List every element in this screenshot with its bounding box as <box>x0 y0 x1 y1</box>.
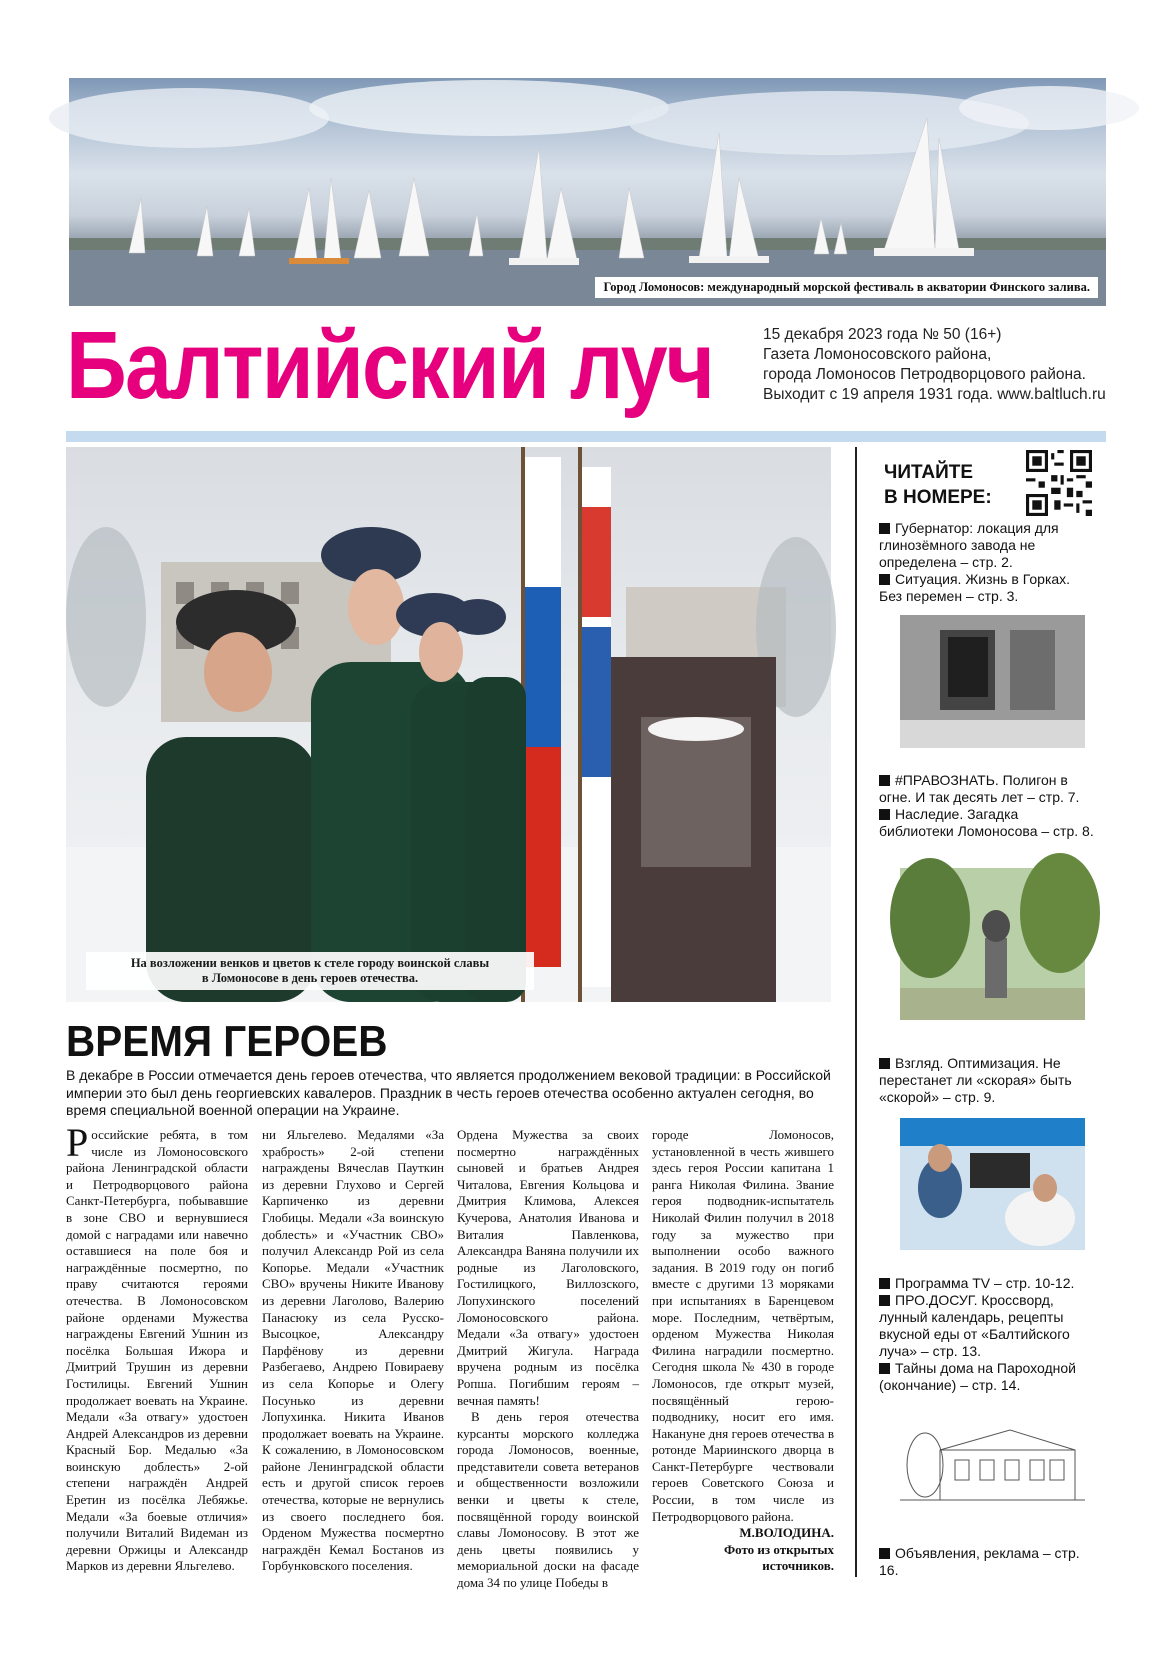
toc-group <box>879 772 1094 840</box>
sidebar-photo-ambulance-training <box>900 1118 1085 1250</box>
banner-caption: Город Ломоносов: международный морской фестиваль в акватории Финского залива. <box>595 277 1098 298</box>
sidebar-title-line: ЧИТАЙТЕ <box>884 462 974 483</box>
article-headline: ВРЕМЯ ГЕРОЕВ <box>66 1017 388 1066</box>
toc-item-label: Губернатор: локация для глинозёмного завода не определена – стр. 2. <box>879 520 1059 570</box>
checkbox-square-icon <box>879 1363 890 1374</box>
header-divider <box>66 431 1106 442</box>
column-text: оссийские ребята, в том числе из Ломоносовского района Ленинградской области и Петродворцового района Санкт-Петербурга, побывавшие в зоне СВО и вернувшиеся домой с наградами или навечно оставшиеся на поле боя и награждённые посмертно, по праву считаются героями отечества. В Ломоносовском районе орденами Мужества награждены Евгений Ушнин из посёлка Большая Ижора и Дмитрий Трушин из деревни Гостилицы. Евгений Ушнин продолжает воевать на Украине. Медали «За отвагу» удостоен Андрей Александров из деревни Красный Бор. Медалью «За воинскую доблесть» 2-ой степени награждён Андрей Еретин из посёлка Лебяжье. Медали «За боевые отличия» получили Виталий Видеман из деревни Оржицы и Александр Марков из деревни Яльгелево. <box>66 1127 248 1574</box>
toc-group <box>879 1545 1094 1579</box>
monument-park-illustration <box>900 868 1085 1020</box>
toc-item[interactable] <box>879 1360 1094 1394</box>
sailboats-illustration <box>69 78 1106 306</box>
sidebar-title-line: В НОМЕРЕ: <box>884 487 992 508</box>
toc-group <box>879 1275 1094 1394</box>
main-photo <box>66 447 831 1002</box>
sidebar-photo-lomonosov-monument <box>900 868 1085 1020</box>
issue-info-line: Выходит с 19 апреля 1931 года. www.baltluch.ru <box>763 386 1106 403</box>
banner-photo <box>69 78 1106 306</box>
ruined-building-illustration <box>900 615 1085 748</box>
checkbox-square-icon <box>879 809 890 820</box>
toc-item-label: Объявления, реклама – стр. 16. <box>879 1545 1080 1578</box>
checkbox-square-icon <box>879 1548 890 1559</box>
qr-code-icon <box>1026 450 1092 516</box>
toc-item[interactable] <box>879 1545 1094 1579</box>
toc-item[interactable] <box>879 1292 1094 1360</box>
article-author: М.ВОЛОДИНА. <box>739 1525 834 1541</box>
house-sketch-illustration <box>900 1400 1085 1530</box>
toc-item[interactable] <box>879 772 1094 806</box>
toc-item-label: ПРО.ДОСУГ. Кроссворд, лунный календарь, рецепты вкусной еды от «Балтийского луча» – стр. 13. <box>879 1292 1070 1359</box>
soldiers-with-flags-illustration <box>66 447 831 1002</box>
toc-item[interactable] <box>879 1055 1094 1106</box>
sidebar-title <box>884 460 1004 510</box>
main-photo-caption <box>86 952 534 990</box>
photo-credit: источников. <box>762 1558 834 1574</box>
issue-date-line: 15 декабря 2023 года № 50 (16+) <box>763 326 1002 343</box>
caption-line: в Ломоносове в день героев отечества. <box>201 971 419 985</box>
drop-cap: Р <box>66 1120 89 1165</box>
toc-item-label: Тайны дома на Пароходной (окончание) – стр. 14. <box>879 1360 1076 1393</box>
toc-group <box>879 520 1094 605</box>
toc-item-label: Наследие. Загадка библиотеки Ломоносова – стр. 8. <box>879 806 1094 839</box>
photo-credit: Фото из открытых <box>723 1541 834 1557</box>
sidebar-photo-old-house-drawing <box>900 1400 1085 1530</box>
article-column-2 <box>262 1127 444 1579</box>
toc-item[interactable] <box>879 1275 1094 1292</box>
toc-item[interactable] <box>879 571 1094 605</box>
issue-info-line: Газета Ломоносовского района, <box>763 346 992 363</box>
checkbox-square-icon <box>879 1058 890 1069</box>
column-text: городе Ломоносов, установленной в честь жившего здесь героя России капитана 1 ранга Николая Филина. Звание героя подводник-испытатель Николай Филин получил в 2018 году за мужество при выполнении особо важного задания. В 2019 году он погиб вместе с другими 13 моряками при испытаниях в Баренцевом море. Последним, четвёртым, орденом Мужества Николая Филина наградили посмертно. Сегодня школа № 430 в городе Ломоносов, где открыт музей, посвящённый герою-подводнику, носит его имя. Накануне дня героев отечества в ротонде Мариинского дворца в Санкт-Петербурге чествовали героев Советского Союза и России, в том числе из Петродворцового района. <box>652 1127 834 1524</box>
sidebar-divider <box>855 447 857 1577</box>
toc-item[interactable] <box>879 520 1094 571</box>
column-text: В день героя отечества курсанты морского колледжа города Ломоносов, военные, представители совета ветеранов и общественности возложили венки и цветы к стеле, посвящённой городу воинской славы Ломоносову. В этот же день цветы появились у мемориальной доски на фасаде дома 34 по улице Победы в <box>457 1409 639 1591</box>
checkbox-square-icon <box>879 574 890 585</box>
checkbox-square-icon <box>879 775 890 786</box>
toc-item-label: #ПРАВОЗНАТЬ. Полигон в огне. И так десять лет – стр. 7. <box>879 772 1080 805</box>
vr-training-illustration <box>900 1118 1085 1250</box>
toc-item-label: Программа TV – стр. 10-12. <box>895 1275 1075 1291</box>
toc-item[interactable] <box>879 806 1094 840</box>
article-column-3 <box>457 1127 639 1591</box>
column-text: Ордена Мужества за своих посмертно награждённых сыновей и братьев Андрея Читалова, Евгения Кольцова и Дмитрия Климова, Алексея Кучерова, Анатолия Иванова и Виталия Павленкова, Александра Ваняна получили их родные из Лаголовского, Гостилицкого, Виллозского, Лопухинского поселений Ломоносовского района. Медали «За отвагу» удостоен Дмитрий Жигула. Награда вручена родным из посёлка Ропша. Погибшим героям – вечная память! <box>457 1127 639 1408</box>
checkbox-square-icon <box>879 1278 890 1289</box>
caption-line: На возложении венков и цветов к стеле городу воинской славы <box>130 956 490 970</box>
column-text: ни Яльгелево. Медалями «За храбрость» 2-ой степени награждены Вячеслав Пауткин из деревни Глухово и Сергей Карпиченко из деревни Глобицы. Медали «За воинскую доблесть» и «Участник СВО» получил Александр Рой из села Копорье. Медали «Участник СВО» вручены Никите Иванову из деревни Лаголово, Валерию Панасюку из села Русско-Высоцкое, Александру Парфёнову из деревни Разбегаево, Андрею Повираеву из села Копорье и Олегу Посунько из деревни Лопухинка. Никита Иванов продолжает воевать на Украине. К сожалению, в Ломоносовском районе Ленинградской области есть и другой список героев отечества, которые не вернулись из своего последнего боя. Орденом Мужества посмертно награждён Кемал Бостанов из Горбунковского поселения. <box>262 1127 444 1574</box>
article-column-1 <box>66 1120 248 1579</box>
checkbox-square-icon <box>879 523 890 534</box>
article-lead: В декабре в России отмечается день героев отечества, что является продолжением вековой традиции: в Российской империи это был день георгиевских кавалеров. Праздник в честь героев отечества особенно актуален сегодня, во время специальной военной операции на Украине. <box>66 1067 831 1118</box>
issue-info <box>763 325 1123 405</box>
issue-info-line: города Ломоносов Петродворцового района. <box>763 366 1086 383</box>
checkbox-square-icon <box>879 1295 890 1306</box>
sidebar-photo-ruined-building <box>900 615 1085 748</box>
article-column-4 <box>652 1127 834 1579</box>
newspaper-title: Балтийский луч <box>66 312 714 419</box>
toc-item-label: Ситуация. Жизнь в Горках. Без перемен – стр. 3. <box>879 571 1071 604</box>
toc-group <box>879 1055 1094 1106</box>
toc-item-label: Взгляд. Оптимизация. Не перестанет ли «скорая» быть «скорой» – стр. 9. <box>879 1055 1072 1105</box>
